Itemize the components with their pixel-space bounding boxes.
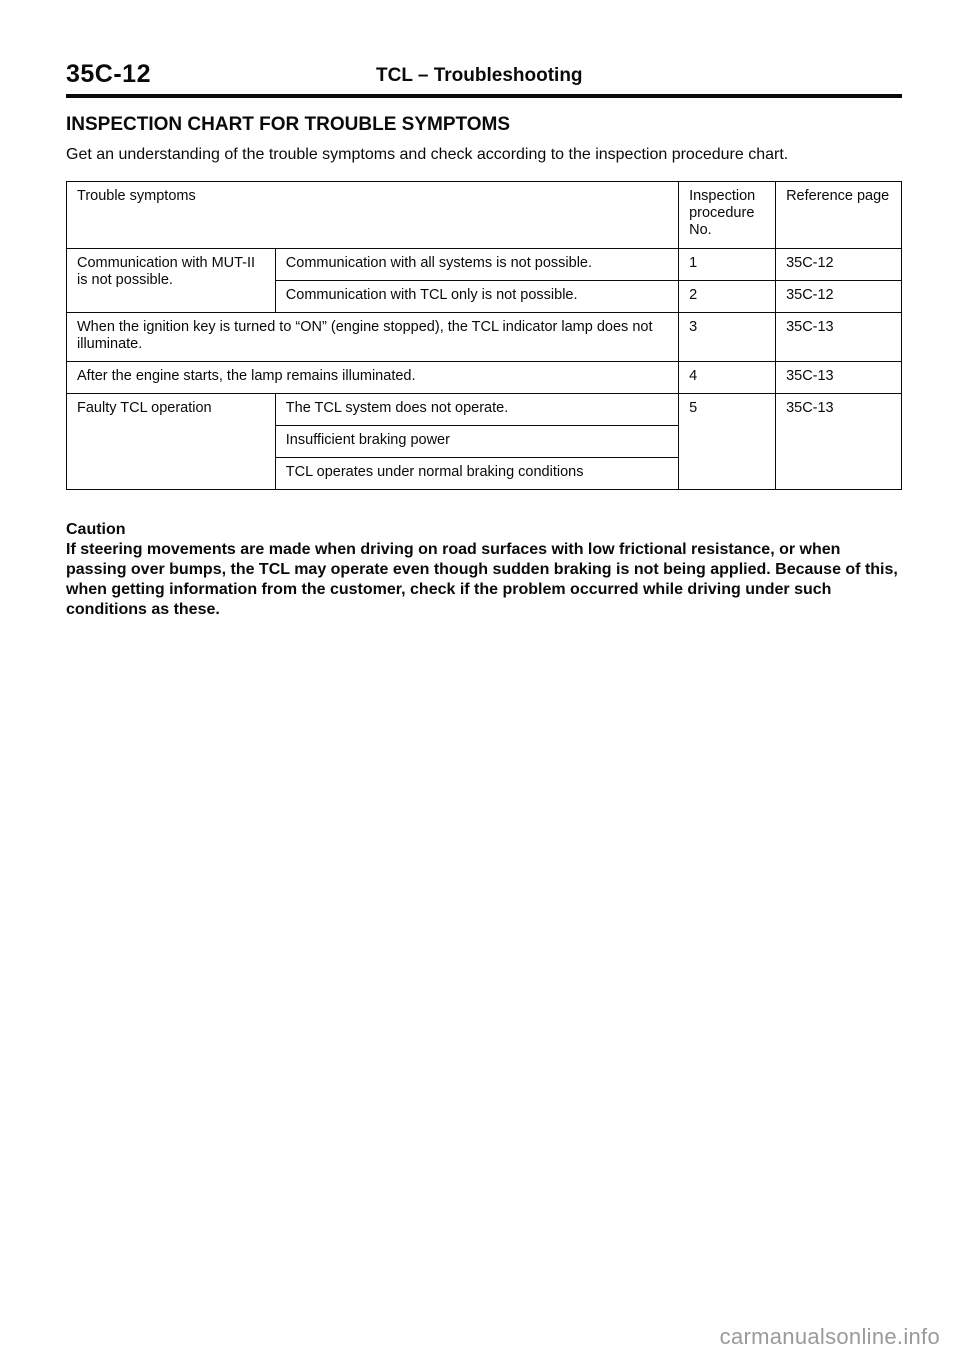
header-trouble-symptoms: Trouble symptoms — [67, 182, 679, 249]
symptom-cell: After the engine starts, the lamp remains illuminated. — [67, 362, 679, 394]
table-row — [67, 313, 902, 362]
header-reference-page: Reference page — [776, 182, 902, 249]
reference-page-cell: 35C-12 — [776, 281, 902, 313]
reference-page-cell: 35C-13 — [776, 394, 902, 490]
reference-page-cell: 35C-13 — [776, 362, 902, 394]
symptom-detail-cell: Communication with all systems is not possible. — [275, 249, 678, 281]
symptom-detail-cell: TCL operates under normal braking conditions — [275, 458, 678, 490]
chart-heading: INSPECTION CHART FOR TROUBLE SYMPTOMS — [66, 114, 511, 135]
table-header-row — [67, 182, 902, 249]
reference-page-cell: 35C-13 — [776, 313, 902, 362]
procedure-number-cell: 5 — [679, 394, 776, 490]
page-header — [66, 60, 902, 98]
procedure-number-cell: 3 — [679, 313, 776, 362]
symptom-detail-cell: The TCL system does not operate. — [275, 394, 678, 426]
symptom-detail-cell: Insufficient braking power — [275, 426, 678, 458]
caution-note — [66, 520, 904, 620]
table-row — [67, 394, 902, 426]
symptom-group-cell: Faulty TCL operation — [67, 394, 276, 490]
table-row — [67, 249, 902, 281]
watermark: carmanualsonline.info — [719, 1324, 940, 1349]
page-number: 35C-12 — [66, 60, 151, 88]
intro-text: Get an understanding of the trouble symptoms and check according to the inspection procedure chart. — [66, 146, 789, 163]
procedure-number-cell: 2 — [679, 281, 776, 313]
reference-page-cell: 35C-12 — [776, 249, 902, 281]
symptom-cell: When the ignition key is turned to “ON” (engine stopped), the TCL indicator lamp does not illuminate. — [67, 313, 679, 362]
symptom-group-cell: Communication with MUT-II is not possible. — [67, 249, 276, 313]
caution-text: If steering movements are made when driving on road surfaces with low frictional resistance, or when passing over bumps, the TCL may operate even though sudden braking is not being applied. Because of this, when getting information from the customer, check if the problem occurred while driving under such conditions as these. — [66, 541, 898, 618]
header-inspection-procedure: Inspection procedure No. — [679, 182, 776, 249]
procedure-number-cell: 1 — [679, 249, 776, 281]
symptom-detail-cell: Communication with TCL only is not possible. — [275, 281, 678, 313]
caution-title: Caution — [66, 521, 126, 538]
table-row — [67, 362, 902, 394]
section-title: TCL – Troubleshooting — [376, 65, 583, 86]
trouble-symptoms-table — [66, 181, 902, 490]
procedure-number-cell: 4 — [679, 362, 776, 394]
